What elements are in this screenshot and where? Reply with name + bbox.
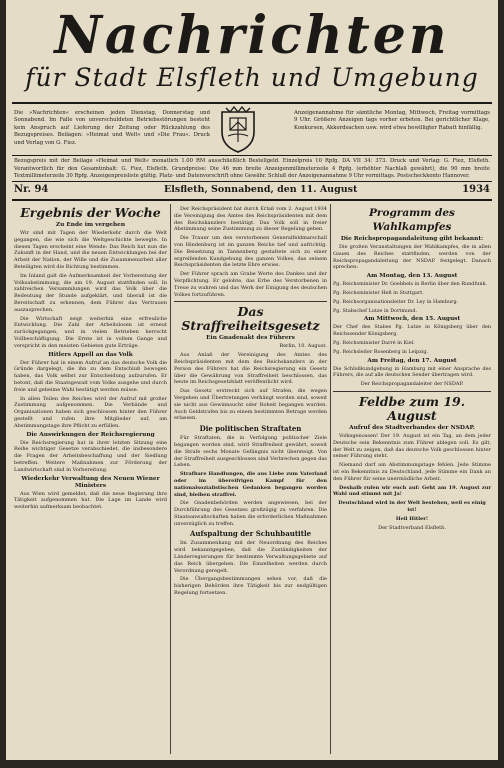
article-paragraph: Im Inland galt die Aufmerksamkeit der Vorbereitung der Volksabstimmung, die am 19. August stattfinden soll. In zahlreichen Versammlungen wird das Volk über die Bedeutung der Stunde aufgeklärt, und überall ist die Bereitschaft zu erkennen, dem Führer das Vertrauen auszusprechen. bbox=[14, 272, 167, 313]
section-heading: Die politischen Straftaten bbox=[199, 424, 302, 434]
article-paragraph: Niemand darf am Abstimmungstage fehlen. Jede Stimme ist ein Bekenntnis zu Deutschland, jede Stimme ein Dank an den Führer für seine unermüdliche Arbeit. bbox=[333, 462, 491, 482]
issue-year: 1934 bbox=[462, 184, 490, 195]
publication-info: Die »Nachrichten« erscheinen jeden Dienstag, Donnerstag und Sonnabend. Im Falle von unverschuldeten Betriebsstörungen besteht kein Anspruch auf Lieferung der Zeitung oder Rückzahlung des Bezugspreises. Beilagen: »Heimat und Welt« und »Die Frau«. Druck und Verlag von G. Fiez. bbox=[14, 110, 210, 146]
article-paragraph: Der Reichspräsident hat durch Erlaß vom 2. August 1934 die Vereinigung des Amtes des Reichspräsidenten mit dem des Reichskanzlers bestätigt. Das Volk soll in freier Abstimmung seine Zustimmung zu dieser Regelung geben. bbox=[174, 206, 327, 233]
article-byline: Aufruf des Stadtverbandes der NSDAP. bbox=[349, 424, 475, 431]
schedule-item: Pg. Reichsleiter Rosenberg in Leipzig. bbox=[333, 348, 429, 355]
schedule-item: Pg. Reichsminister Darré in Kiel. bbox=[333, 339, 415, 346]
article-paragraph: Deshalb rufen wir euch auf: Geht am 19. August zur Wahl und stimmt mit Ja! bbox=[333, 484, 491, 498]
article-paragraph: Die Trauer um den verstorbenen Generalfeldmarschall von Hindenburg ist im ganzen Reiche tief und aufrichtig. Die Beisetzung in Tannenberg gestaltete sich zu einer ergreifenden Kundgebung des ganzen Volkes, das seinem Reichspräsidenten die letzte Ehre erwies. bbox=[174, 235, 327, 269]
article-closing: Heil Hitler! bbox=[395, 515, 429, 522]
column-divider bbox=[170, 204, 171, 754]
section-heading: Hitlers Appell an das Volk bbox=[48, 351, 133, 358]
section-heading: Aufspaltung der Schuhbautitle bbox=[189, 529, 312, 539]
section-heading: Die Auswirkungen der Reichsregierung bbox=[26, 431, 155, 438]
article-paragraph: Der Führer sprach am Grabe Worte des Dankes und der Verpflichtung. Er gelobte, das Erbe des Verstorbenen in Treue zu wahren und das Werk der Einigung des deutschen Volkes fortzuführen. bbox=[174, 271, 327, 298]
article-paragraph: Im Zusammenhang mit der Neuordnung des Reiches wird bekanntgegeben, daß die Zuständigkeiten der Länderregierungen für bestimmte Verwaltungsgebiete auf das Reich übergehen. Die Einzelheiten werden durch Verordnung geregelt. bbox=[174, 540, 327, 574]
article-separator bbox=[333, 391, 491, 392]
article-paragraph: Wir sind mit Tagen der Wiederkehr durch die Welt gegangen, die wie sich die Weltgeschichte bewegte. In diesen Tagen erscheint eine Wende: Das Reich hat nun die Zukunft in der Hand, und die neuen Entwicklungen bei der Arbeit der Nation, der Wille und die Zusammenarbeit aller Beteiligten wird die Richtung bestimmen. bbox=[14, 230, 167, 270]
column-amnesty-law bbox=[174, 206, 327, 599]
dateline bbox=[14, 184, 490, 196]
article-paragraph: Aus Wien wird gemeldet, daß die neue Regierung ihre Tätigkeit aufgenommen hat. Die Lage im Lande wird weiterhin aufmerksam beobachtet. bbox=[14, 490, 167, 511]
column-divider bbox=[330, 204, 331, 754]
schedule-item: Der Chef des Stabes Pg. Lutze in Königsberg über den Reichssender Königsberg. bbox=[333, 324, 491, 338]
article-paragraph: Die Gnadenbehörden werden angewiesen, bei der Durchführung des Gesetzes großzügig zu verfahren. Die Staatsanwaltschaften haben die erforderlichen Maßnahmen unverzüglich zu treffen. bbox=[174, 500, 327, 527]
article-paragraph: Das Gesetz erstreckt sich auf Strafen, die wegen Vergehen und Übertretungen verhängt worden sind, soweit sie nicht aus Gewinnsucht oder Roheit begangen wurden. Auch Geldstrafen bis zu einem bestimmten Betrage werden erlassen. bbox=[174, 388, 327, 422]
article-closing: Deutschland wird in der Welt bestehen, weil es einig ist! bbox=[338, 500, 486, 513]
article-heading: Programm des Wahlkampfes bbox=[369, 207, 455, 233]
article-paragraph: In allen Teilen des Reiches wird der Aufruf mit großer Zustimmung aufgenommen. Die Verbände und Organisationen haben sich geschlossen hinter den Führer gestellt und rufen ihre Mitglieder auf, am Abstimmungstage ihre Pflicht zu erfüllen. bbox=[14, 395, 167, 429]
article-heading: Ergebnis der Woche bbox=[20, 205, 161, 220]
issue-date: Elsfleth, Sonnabend, den 11. August bbox=[164, 184, 358, 195]
column-week-review bbox=[14, 206, 167, 513]
dateline-rule-bottom bbox=[12, 199, 492, 201]
article-paragraph: Strafbare Handlungen, die aus Liebe zum Vaterland oder im übereifrigen Kampf für den nationalsozialistischen Gedanken begangen worden sind, bleiben straffrei. bbox=[174, 471, 327, 498]
article-byline: Ein Gnadenakt des Führers bbox=[206, 335, 295, 342]
town-crest-icon bbox=[218, 104, 258, 154]
article-paragraph: Für Straftaten, die in Verfolgung politischer Ziele begangen worden sind, wird Straffreiheit gewährt, soweit die Strafe sechs Monate Gefängnis nicht übersteigt. Von der Straffreiheit ausgeschlossen sind Verbrechen gegen das Leben. bbox=[174, 435, 327, 469]
advertising-info: Anzeigenannahme für sämtliche Montag, Mittwoch, Freitag vormittags 9 Uhr. Größere Anzeigen tags vorher erbeten. Bei gerichtlicher Klage, Konkursen, Akkordsachen usw. wird etwa bewilligter Rabatt hinfällig. bbox=[294, 110, 490, 131]
article-paragraph: Aus Anlaß der Vereinigung des Amtes des Reichspräsidenten mit dem des Reichskanzlers in der Person des Führers hat die Reichsregierung ein Gesetz über die Gewährung von Straffreiheit beschlossen, das heute im Reichsgesetzblatt veröffentlicht wird. bbox=[174, 352, 327, 386]
article-paragraph: Volksgenossen! Der 19. August ist ein Tag, an dem jeder Deutsche sein Bekenntnis zum Führer ablegen soll. Es gilt, der Welt zu zeigen, daß das deutsche Volk geschlossen hinter seiner Führung steht. bbox=[333, 432, 491, 460]
schedule-item: Pg. Stabschef Lutze in Dortmund. bbox=[333, 307, 417, 314]
article-paragraph: Die Reichsregierung hat in ihrer letzten Sitzung eine Reihe wichtiger Gesetze verabschiedet, die insbesondere die Fragen der Arbeitsbeschaffung und der Siedlung betreffen. Weitere Maßnahmen zur Förderung der Landwirtschaft sind in Vorbereitung. bbox=[14, 439, 167, 473]
newspaper-page bbox=[6, 0, 498, 760]
article-paragraph: Die Wirtschaft zeigt weiterhin eine erfreuliche Entwicklung. Die Zahl der Arbeitslosen ist erneut zurückgegangen, und in vielen Betrieben herrscht Vollbeschäftigung. Die Ernte ist in vollem Gange und verspricht in den meisten Gebieten gute Erträge. bbox=[14, 315, 167, 349]
schedule-heading: Am Montag, den 13. August bbox=[366, 273, 458, 280]
article-signature: Der Reichspropagandaleiter der NSDAP. bbox=[360, 381, 464, 388]
schedule-item: Pg. Reichsminister Heß in Stuttgart. bbox=[333, 289, 424, 296]
schedule-item: Die Schlußkundgebung in Hamburg mit einer Ansprache des Führers, die auf alle deutschen Sender übertragen wird. bbox=[333, 365, 491, 379]
schedule-heading: Am Freitag, den 17. August bbox=[367, 357, 457, 364]
article-separator bbox=[174, 301, 327, 302]
article-heading: Das Straffreiheitsgesetz bbox=[181, 304, 320, 334]
masthead bbox=[12, 5, 492, 92]
article-byline: Die Reichspropagandaleitung gibt bekannt: bbox=[340, 236, 484, 242]
schedule-item: Pg. Reichsminister Dr. Goebbels in Berlin über den Rundfunk. bbox=[333, 281, 488, 288]
section-heading: Wiederkehr Verwaltung des Neuen Wiener Ministers bbox=[21, 475, 160, 489]
article-paragraph: Der Führer hat in einem Aufruf an das deutsche Volk die Gründe dargelegt, die ihn zu dem Entschluß bewogen haben, das Volk selbst zur Entscheidung aufzurufen. Er betont, daß die Staatsgewalt vom Volke ausgehe und durch freie und geheime Wahl bestätigt werden müsse. bbox=[14, 359, 167, 393]
article-paragraph: Die Übergangsbestimmungen sehen vor, daß die bisherigen Behörden ihre Tätigkeit bis zur endgültigen Regelung fortsetzen. bbox=[174, 576, 327, 597]
issue-number: Nr. 94 bbox=[14, 184, 49, 195]
article-signature: Der Stadtverband Elsfleth. bbox=[378, 524, 446, 531]
article-paragraph: Die großen Veranstaltungen der Wahlkampfes, die in allen Gauen des Reiches stattfinden, werden von der Reichspropagandaleitung der NSDAP. festgelegt. Danach sprechen: bbox=[333, 244, 491, 271]
article-place: Berlin, 10. August. bbox=[279, 343, 327, 350]
subscription-notice: Bezugspreis mit der Beilage »Heimat und Welt« monatlich 1.00 RM ausschließlich Bestellgeld. Einzelpreis 10 Rpfg. DA VII 34: 373. Druck und Verlag: G. Fiez, Elsfleth. Verantwortlich für den Gesamtinhalt: G. Fiez, Elsfleth. Grundpreise: Die 46 mm breite Anzeigenmillimeterzeile 4 Rpfg. (erhöhter Nachlaß gewährt), die 90 mm breite Textmillimeterzeile 30 Rpfg. Anzeigenpreisliste gültig. Platz- und Datenvorschrift ohne Gewähr. Schluß der Anzeigenannahme 9 Uhr vormittags. Postscheckkonto Hannover. bbox=[14, 158, 490, 179]
newspaper-subtitle: für Stadt Elsfleth und Umgebung bbox=[25, 63, 479, 92]
schedule-heading: Am Mittwoch, den 15. August bbox=[363, 316, 461, 323]
column-campaign-program bbox=[333, 206, 491, 533]
article-byline: Zu Ende im vergehen bbox=[55, 222, 126, 228]
dateline-rule-top bbox=[12, 181, 492, 182]
newspaper-title: Nachrichten bbox=[54, 5, 450, 66]
info-rule bbox=[12, 155, 492, 156]
schedule-item: Pg. Reichsorganisationsleiter Dr. Ley in Hamburg. bbox=[333, 298, 459, 305]
article-heading: Feldbe zum 19. August bbox=[358, 393, 466, 423]
